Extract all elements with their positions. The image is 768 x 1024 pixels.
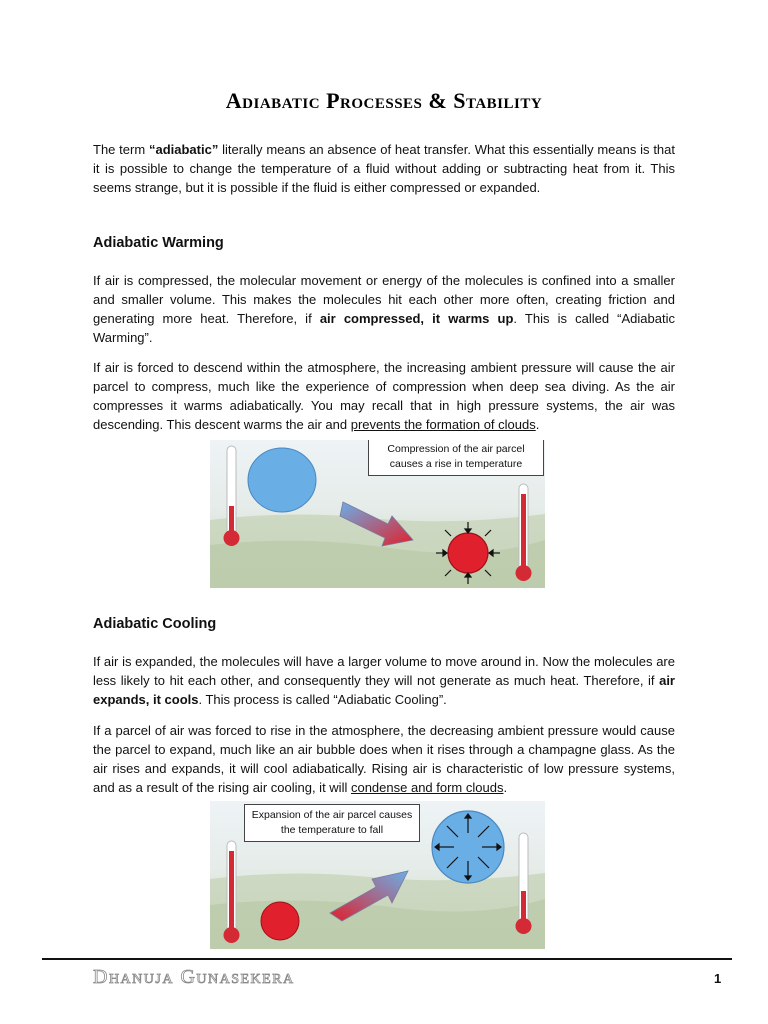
compression-caption: Compression of the air parcel causes a rise in temperature	[368, 440, 544, 476]
expansion-caption: Expansion of the air parcel causes the temperature to fall	[244, 804, 420, 842]
compression-figure	[210, 440, 545, 588]
page-number: 1	[714, 971, 722, 986]
page-title: Adiabatic Processes & Stability	[225, 88, 543, 113]
warming-paragraph-1: If air is compressed, the molecular movement or energy of the molecules is confined into a smaller and smaller volume. This makes the molecules hit each other more often, creating friction and generating more heat. Therefore, if air compressed, it warms up. This is called “Adiabatic Warming”.	[93, 273, 675, 345]
expanded-parcel	[432, 811, 504, 883]
air-parcel-small	[261, 902, 299, 940]
footer-divider	[42, 958, 732, 960]
warming-heading: Adiabatic Warming	[93, 235, 224, 251]
footer-author: Dhanuja Gunasekera	[93, 966, 295, 988]
compressed-parcel	[436, 522, 500, 584]
cooling-heading: Adiabatic Cooling	[93, 616, 217, 632]
warming-paragraph-2: If air is forced to descend within the atmosphere, the increasing ambient pressure will cause the air parcel to compress, much like the experience of compression when deep sea diving. As the air compresses it warms adiabatically. You may recall that in high pressure systems, the air was descending. This descent warms the air and prevents the formation of clouds.	[93, 360, 675, 432]
intro-paragraph: The term “adiabatic” literally means an absence of heat transfer. What this essentially means is that it is possible to change the temperature of a fluid without adding or subtracting heat from it. This seems strange, but it is possible if the fluid is either compressed or expanded.	[93, 142, 675, 195]
expansion-figure	[210, 801, 545, 949]
air-parcel-large	[248, 448, 316, 512]
cooling-paragraph-2: If a parcel of air was forced to rise in the atmosphere, the decreasing ambient pressure would cause the parcel to expand, much like an air bubble does when it rises through a champagne glass. As the air rises and expands, it will cool adiabatically. Rising air is characteristic of low pressure systems, and as a result of the rising air cooling, it will condense and form clouds.	[93, 723, 675, 795]
cooling-paragraph-1: If air is expanded, the molecules will have a larger volume to move around in. Now the molecules are less likely to hit each other, and consequently they will not generate as much heat. Therefore, if air expands, it cools. This process is called “Adiabatic Cooling”.	[93, 654, 675, 707]
